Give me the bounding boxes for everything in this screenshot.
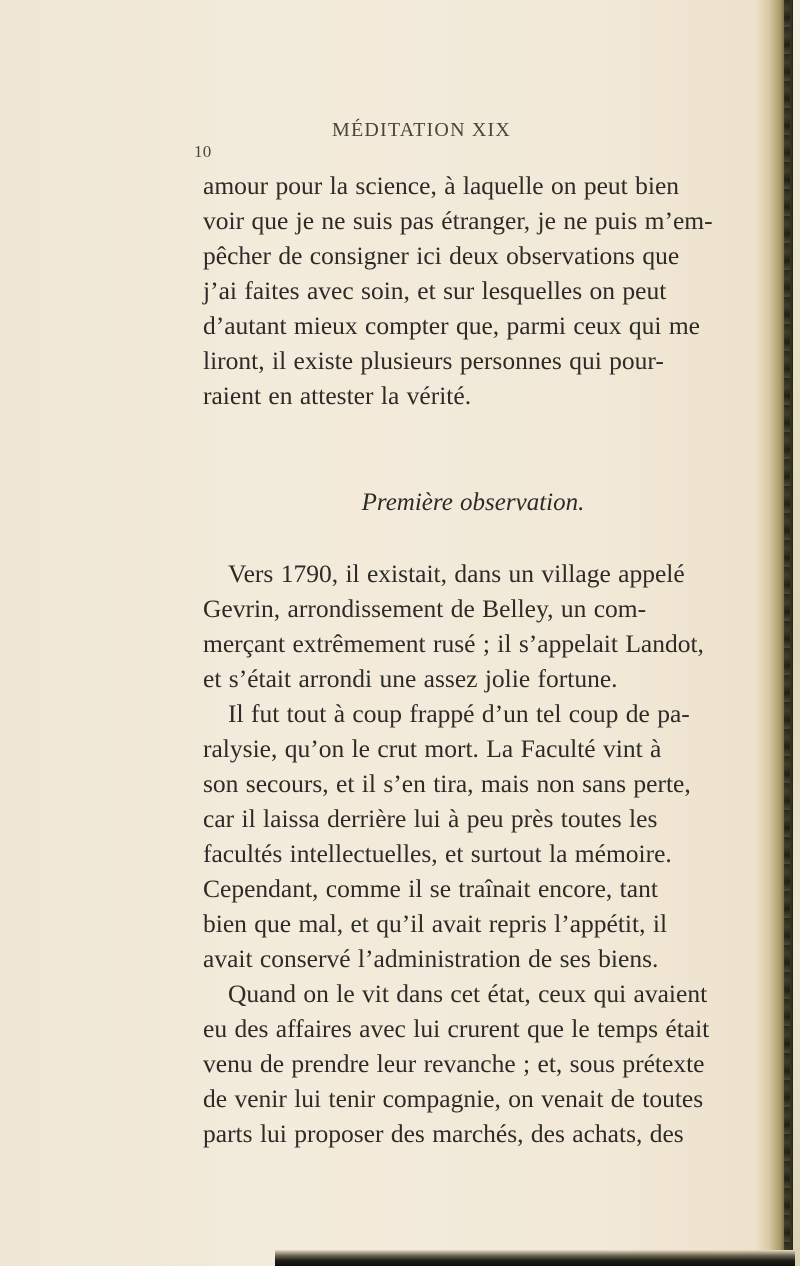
text-line: merçant extrêmement rusé ; il s’appelait Landot, xyxy=(203,629,704,658)
text-line: bien que mal, et qu’il avait repris l’appétit, il xyxy=(203,909,668,938)
section-heading: Première observation. xyxy=(361,489,585,516)
text-line: car il laissa derrière lui à peu près toutes les xyxy=(203,804,658,833)
text-line: Quand on le vit dans cet état, ceux qui avaient xyxy=(228,979,708,1008)
text-line: liront, il existe plusieurs personnes qui pour- xyxy=(203,346,664,375)
page-edge-highlight xyxy=(793,0,800,1266)
text-line: j’ai faites avec soin, et sur lesquelles on peut xyxy=(203,276,667,305)
text-line: et s’était arrondi une assez jolie fortune. xyxy=(203,664,618,693)
text-line: ralysie, qu’on le crut mort. La Faculté vint à xyxy=(203,734,662,763)
text-line: raient en attester la vérité. xyxy=(203,381,472,410)
book-spine-edge xyxy=(784,0,790,1266)
text-line: eu des affaires avec lui crurent que le temps était xyxy=(203,1014,710,1043)
text-line: Il fut tout à coup frappé d’un tel coup de pa- xyxy=(228,699,690,728)
main-text xyxy=(203,168,743,1151)
text-line: d’autant mieux compter que, parmi ceux qui me xyxy=(203,311,701,340)
text-line: Cependant, comme il se traînait encore, tant xyxy=(203,874,658,903)
text-line: amour pour la science, à laquelle on peut bien xyxy=(203,171,680,200)
text-line: venu de prendre leur revanche ; et, sous prétexte xyxy=(203,1049,705,1078)
text-line: parts lui proposer des marchés, des achats, des xyxy=(203,1119,684,1148)
running-head: MÉDITATION XIX xyxy=(332,119,512,141)
page-number: 10 xyxy=(194,142,212,161)
text-line: pêcher de consigner ici deux observations que xyxy=(203,241,680,270)
text-line: voir que je ne suis pas étranger, je ne puis m’em- xyxy=(203,206,713,235)
text-line: son secours, et il s’en tira, mais non sans perte, xyxy=(203,769,691,798)
text-line: de venir lui tenir compagnie, on venait de toutes xyxy=(203,1084,704,1113)
text-line: avait conservé l’administration de ses biens. xyxy=(203,944,659,973)
text-line: Vers 1790, il existait, dans un village appelé xyxy=(228,559,685,588)
bottom-edge-shadow xyxy=(275,1250,795,1266)
text-line: facultés intellectuelles, et surtout la mémoire. xyxy=(203,839,672,868)
observation-text xyxy=(203,556,743,1151)
text-line: Gevrin, arrondissement de Belley, un com- xyxy=(203,594,647,623)
